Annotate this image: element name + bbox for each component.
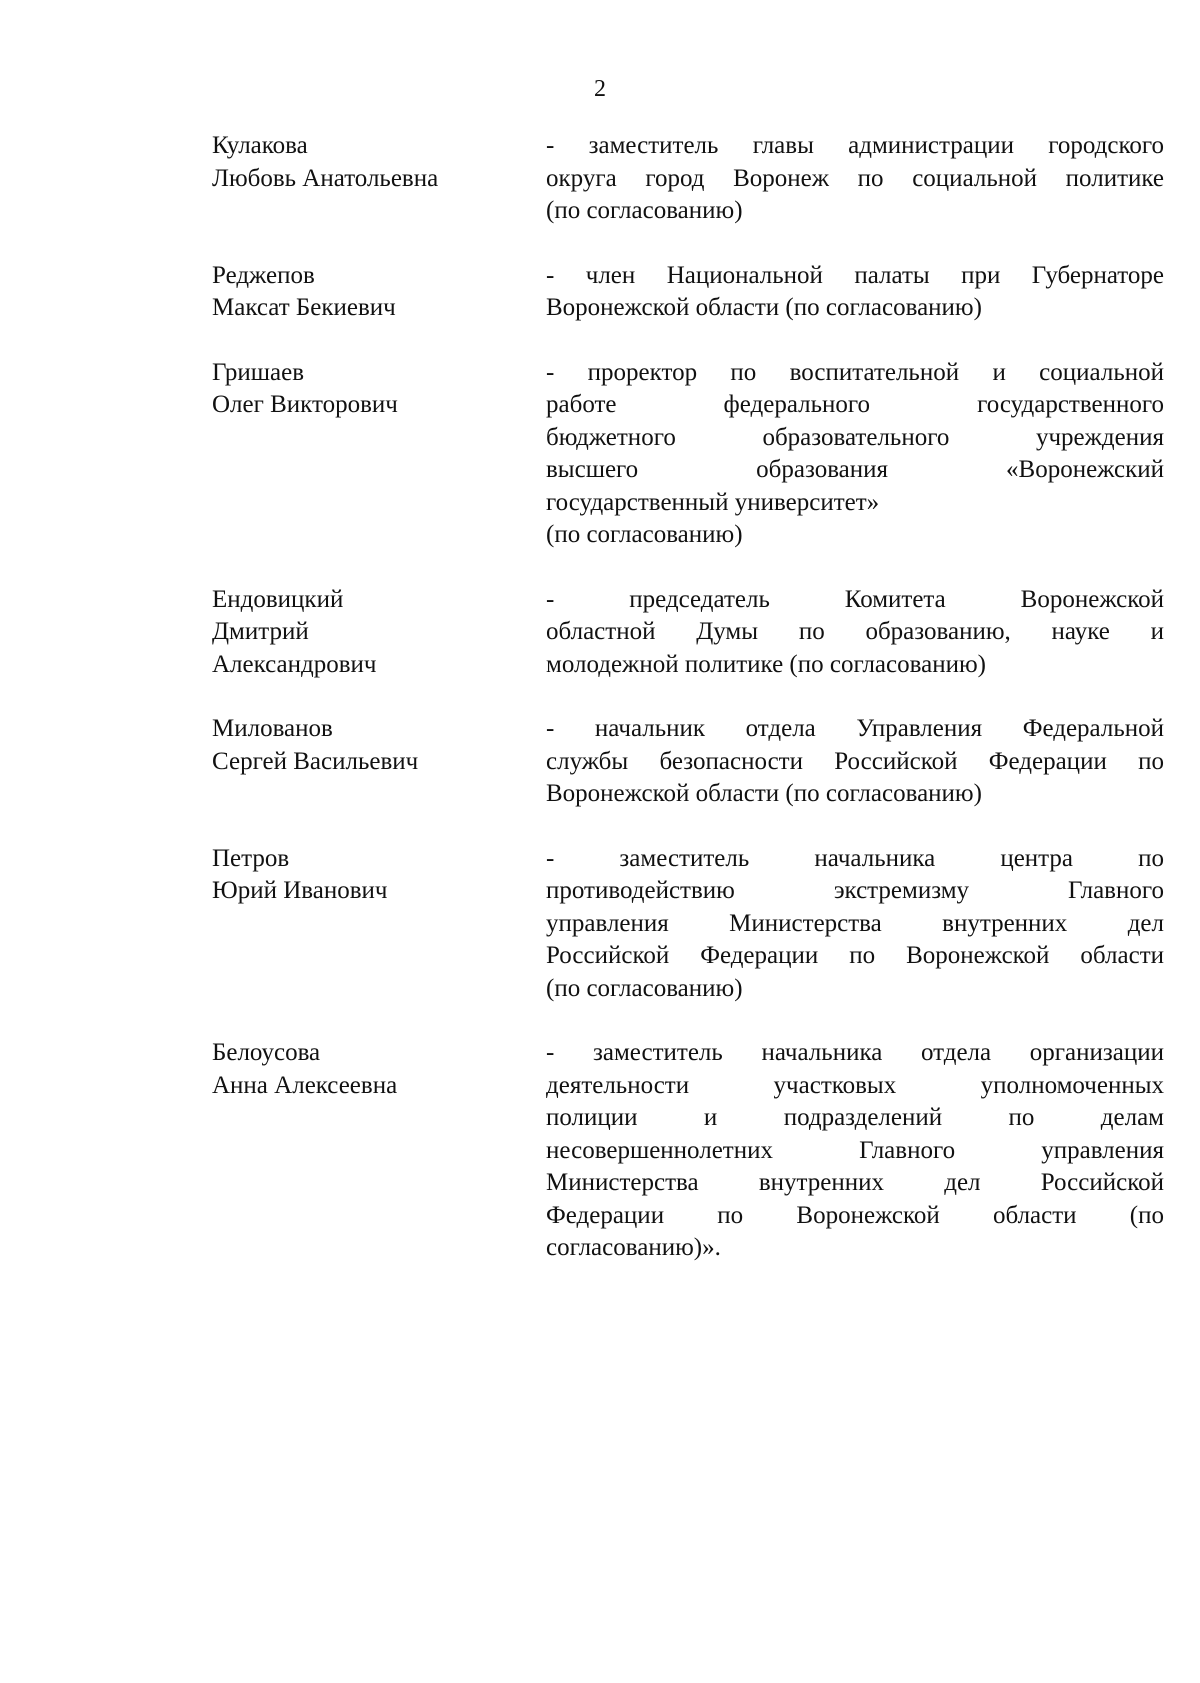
member-position xyxy=(546,130,1164,228)
position-line: работе федерального государственного xyxy=(546,391,1164,418)
member-name xyxy=(212,843,546,908)
member-position xyxy=(546,260,1164,325)
member-name xyxy=(212,260,546,325)
member-entry xyxy=(212,357,1164,552)
member-name xyxy=(212,1037,546,1102)
member-given-names: Анна Алексеевна xyxy=(212,1071,398,1099)
member-surname: Ендовицкий xyxy=(212,585,344,613)
member-given-names: Юрий Иванович xyxy=(212,877,388,904)
position-line: - заместитель начальника центра по xyxy=(546,844,1164,872)
member-surname: Петров xyxy=(212,844,290,872)
member-position xyxy=(546,357,1164,552)
member-name xyxy=(212,130,546,195)
position-line: службы безопасности Российской Федерации по xyxy=(546,747,1164,775)
position-line: - председатель Комитета Воронежской xyxy=(546,585,1164,613)
member-surname: Белоусова xyxy=(212,1039,321,1066)
position-line: (по согласованию) xyxy=(546,521,743,548)
member-given-names: Максат Бекиевич xyxy=(212,294,396,321)
member-entry xyxy=(212,130,1164,228)
position-line: - заместитель главы администрации городского xyxy=(546,132,1164,159)
member-name xyxy=(212,584,546,682)
position-line: полиции и подразделений по делам xyxy=(546,1104,1164,1131)
member-given-names: Дмитрий Александрович xyxy=(212,618,377,678)
member-entry xyxy=(212,584,1164,682)
position-line: Федерации по Воронежской области (по xyxy=(546,1201,1164,1229)
member-position xyxy=(546,1037,1164,1265)
position-line: управления Министерства внутренних дел xyxy=(546,909,1164,937)
member-surname: Реджепов xyxy=(212,261,315,289)
member-entry xyxy=(212,260,1164,325)
member-given-names: Любовь Анатольевна xyxy=(212,164,439,192)
member-surname: Милованов xyxy=(212,715,333,742)
position-line: Воронежской области (по согласованию) xyxy=(546,780,982,807)
position-line: (по согласованию) xyxy=(546,974,743,1002)
member-position xyxy=(546,843,1164,1006)
position-line: несовершеннолетних Главного управления xyxy=(546,1136,1164,1164)
position-line: бюджетного образовательного учреждения xyxy=(546,423,1164,451)
position-line: деятельности участковых уполномоченных xyxy=(546,1071,1164,1099)
position-line: - проректор по воспитательной и социальной xyxy=(546,358,1164,386)
position-line: Министерства внутренних дел Российской xyxy=(546,1169,1164,1196)
member-position xyxy=(546,713,1164,811)
position-line: округа город Воронеж по социальной политике xyxy=(546,164,1164,192)
position-line: Воронежской области (по согласованию) xyxy=(546,294,982,321)
member-entry xyxy=(212,843,1164,1006)
position-line: Российской Федерации по Воронежской области xyxy=(546,942,1164,969)
position-line: высшего образования «Воронежский xyxy=(546,456,1164,483)
member-entry xyxy=(212,1037,1164,1265)
member-given-names: Сергей Васильевич xyxy=(212,747,419,775)
member-name xyxy=(212,357,546,422)
position-line: - начальник отдела Управления Федеральной xyxy=(546,715,1164,742)
member-surname: Кулакова xyxy=(212,132,308,159)
position-line: противодействию экстремизму Главного xyxy=(546,877,1164,904)
member-list xyxy=(212,130,1164,1265)
position-line: областной Думы по образованию, науке и xyxy=(546,618,1164,645)
position-line: - заместитель начальника отдела организации xyxy=(546,1039,1164,1066)
member-surname: Гришаев xyxy=(212,358,305,386)
member-given-names: Олег Викторович xyxy=(212,391,398,418)
page-number: 2 xyxy=(594,76,606,102)
position-line: (по согласованию) xyxy=(546,197,743,224)
position-line: согласованию)». xyxy=(546,1234,721,1261)
position-line: молодежной политике (по согласованию) xyxy=(546,650,986,678)
member-entry xyxy=(212,713,1164,811)
member-position xyxy=(546,584,1164,682)
member-name xyxy=(212,713,546,778)
position-line: государственный университет» xyxy=(546,488,880,516)
position-line: - член Национальной палаты при Губернаторе xyxy=(546,261,1164,289)
